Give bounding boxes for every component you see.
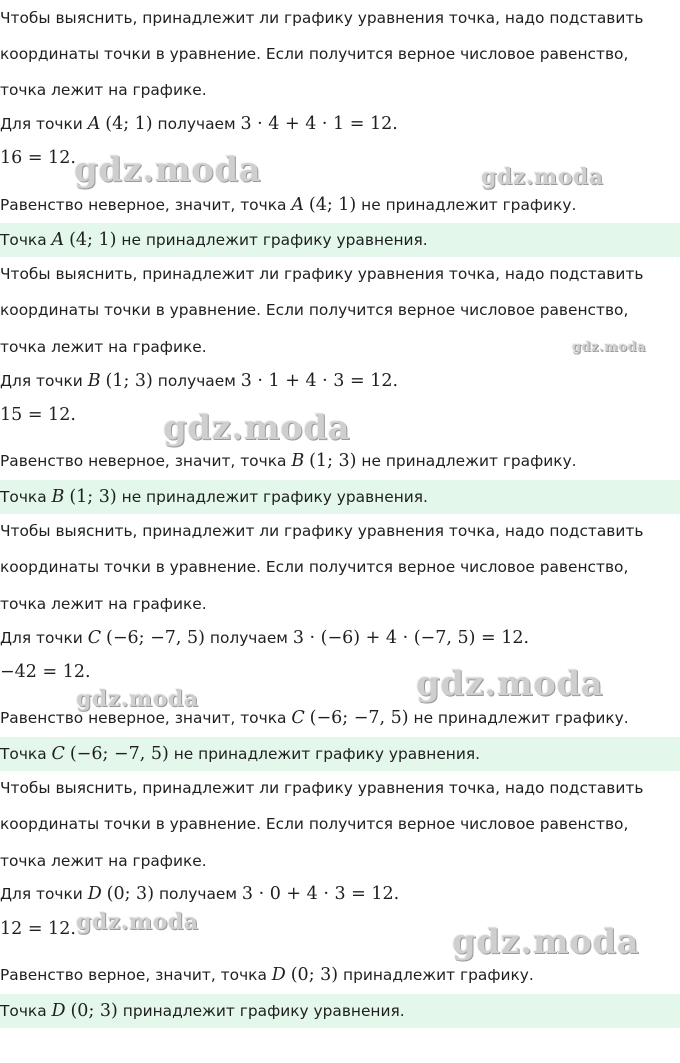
point-name: A (291, 195, 304, 215)
substitution-expression: 3 · 4 + 4 · 1 = 12. (240, 114, 398, 134)
point-coords: (1; 3) (309, 451, 357, 471)
result-equation: 15 = 12. (0, 405, 76, 425)
gets-label: получаем (158, 885, 237, 903)
point-coords: (0; 3) (106, 884, 155, 904)
point-name: B (87, 371, 101, 391)
point-coords: (0; 3) (290, 965, 339, 985)
answer-label: Точка (0, 1002, 47, 1020)
for-point-label: Для точки (0, 115, 83, 133)
point-coords: (1; 3) (105, 371, 153, 391)
watermark-logo: gdz.moda (452, 922, 640, 962)
point-name: C (87, 628, 102, 648)
answer-box (0, 737, 680, 771)
conclusion-line (0, 450, 577, 472)
point-name: A (51, 230, 65, 250)
point-coords: (4; 1) (69, 230, 117, 250)
point-name: D (271, 965, 286, 985)
point-name: D (51, 1001, 66, 1021)
gets-label: получаем (157, 115, 236, 133)
gets-label: получаем (157, 372, 236, 390)
point-coords: (4; 1) (308, 195, 357, 215)
intro-line-3: точка лежит на графике. (0, 595, 207, 613)
watermark-logo: gdz.moda (416, 664, 604, 704)
point-name: B (291, 451, 305, 471)
watermark-logo: gdz.moda (76, 686, 199, 712)
point-coords: (−6; −7, 5) (309, 708, 409, 728)
answer-verdict: не принадлежит графику уравнения. (173, 745, 481, 763)
intro-line-1: Чтобы выяснить, принадлежит ли графику уравнения точка, надо подставить (0, 265, 644, 283)
substitution-line (0, 113, 398, 135)
for-point-label: Для точки (0, 372, 83, 390)
substitution-expression: 3 · 0 + 4 · 3 = 12. (241, 884, 400, 904)
intro-line-1: Чтобы выяснить, принадлежит ли графику уравнения точка, надо подставить (0, 9, 644, 27)
answer-text (0, 486, 428, 508)
answer-verdict: принадлежит графику уравнения. (122, 1002, 405, 1020)
point-name: C (51, 744, 65, 764)
answer-verdict: не принадлежит графику уравнения. (121, 231, 428, 249)
point-name: B (51, 487, 65, 507)
result-equation: 12 = 12. (0, 919, 76, 939)
conclusion-text: Равенство неверное, значит, точка (0, 452, 287, 470)
intro-line-3: точка лежит на графике. (0, 338, 207, 356)
substitution-line (0, 883, 399, 905)
answer-verdict: не принадлежит графику уравнения. (121, 488, 428, 506)
point-name: C (291, 708, 305, 728)
answer-label: Точка (0, 231, 47, 249)
intro-line-1: Чтобы выяснить, принадлежит ли графику уравнения точка, надо подставить (0, 779, 644, 797)
watermark-logo: gdz.moda (163, 408, 351, 448)
answer-text (0, 1000, 405, 1022)
answer-text (0, 743, 480, 765)
watermark-logo: gdz.moda (572, 340, 647, 355)
watermark-logo: gdz.moda (481, 164, 604, 190)
gets-label: получаем (209, 629, 288, 647)
point-name: A (87, 114, 101, 134)
intro-line-2: координаты точки в уравнение. Если получится верное числовое равенство, (0, 301, 629, 319)
for-point-label: Для точки (0, 885, 83, 903)
point-coords: (0; 3) (70, 1001, 118, 1021)
conclusion-verdict: принадлежит графику. (343, 966, 534, 984)
watermark-logo: gdz.moda (74, 150, 262, 190)
point-coords: (−6; −7, 5) (69, 744, 169, 764)
answer-label: Точка (0, 745, 47, 763)
intro-line-3: точка лежит на графике. (0, 852, 207, 870)
answer-box (0, 994, 680, 1028)
result-equation: 16 = 12. (0, 148, 76, 168)
intro-line-3: точка лежит на графике. (0, 81, 207, 99)
point-coords: (1; 3) (69, 487, 117, 507)
conclusion-text: Равенство неверное, значит, точка (0, 196, 287, 214)
point-coords: (4; 1) (105, 114, 153, 134)
answer-text (0, 229, 428, 251)
for-point-label: Для точки (0, 629, 83, 647)
intro-line-2: координаты точки в уравнение. Если получится верное числовое равенство, (0, 815, 629, 833)
substitution-expression: 3 · (−6) + 4 · (−7, 5) = 12. (292, 628, 530, 648)
substitution-line (0, 627, 529, 649)
intro-line-2: координаты точки в уравнение. Если получится верное числовое равенство, (0, 558, 629, 576)
watermark-logo: gdz.moda (76, 909, 199, 935)
answer-label: Точка (0, 488, 47, 506)
point-coords: (−6; −7, 5) (106, 628, 205, 648)
conclusion-text: Равенство неверное, значит, точка (0, 709, 287, 727)
conclusion-verdict: не принадлежит графику. (413, 709, 629, 727)
conclusion-verdict: не принадлежит графику. (361, 452, 577, 470)
result-equation: −42 = 12. (0, 662, 91, 682)
answer-box (0, 223, 680, 257)
conclusion-verdict: не принадлежит графику. (361, 196, 577, 214)
substitution-expression: 3 · 1 + 4 · 3 = 12. (240, 371, 399, 391)
conclusion-line (0, 194, 576, 216)
intro-line-2: координаты точки в уравнение. Если получится верное числовое равенство, (0, 45, 629, 63)
point-name: D (87, 884, 102, 904)
conclusion-line (0, 964, 534, 986)
substitution-line (0, 370, 398, 392)
intro-line-1: Чтобы выяснить, принадлежит ли графику уравнения точка, надо подставить (0, 522, 644, 540)
answer-box (0, 480, 680, 514)
conclusion-text: Равенство верное, значит, точка (0, 966, 267, 984)
